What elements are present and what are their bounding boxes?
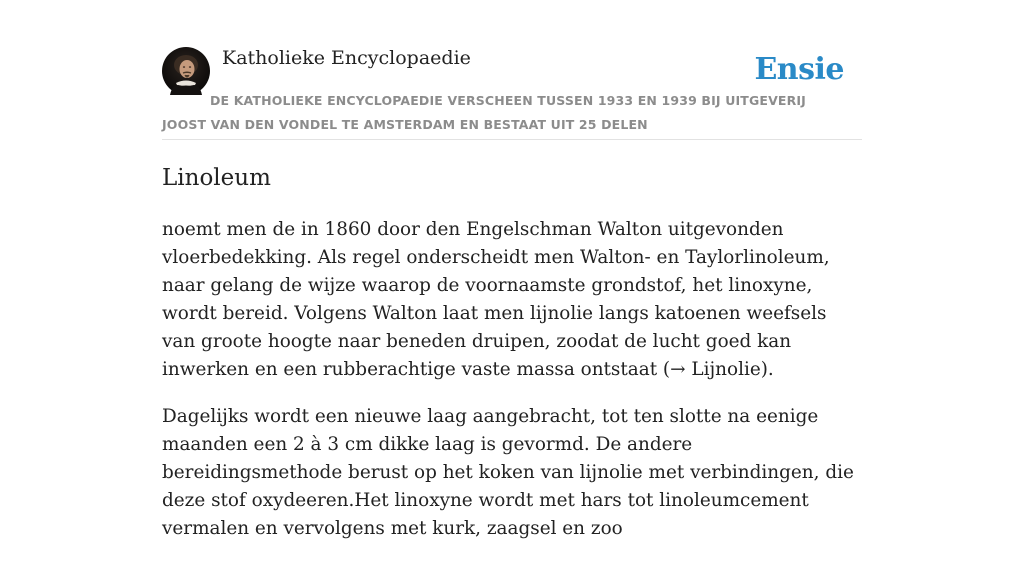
article-paragraph-2: Dagelijks wordt een nieuwe laag aangebracht, tot ten slotte na eenige maanden een 2 à 3 cm dikke laag is gevormd. De andere bereidingsmethode berust op het koken van lijnolie met verbindingen, die deze stof oxydeeren.Het linoxyne wordt met hars tot linoleumcement vermalen en vervolgens met kurk, zaagsel en zoo [162, 406, 854, 539]
article-title: Linoleum [162, 165, 271, 191]
paragraph-1-end: ). [760, 359, 774, 380]
site-header [162, 44, 862, 140]
article-body [162, 216, 862, 562]
article-paragraph-1 [162, 216, 862, 384]
site-description: DE KATHOLIEKE ENCYCLOPAEDIE VERSCHEEN TUSSEN 1933 EN 1939 BIJ UITGEVERIJ JOOST VAN DEN VONDEL TE AMSTERDAM EN BESTAAT UIT 25 DELEN [162, 93, 806, 132]
paragraph-1-text: noemt men de in 1860 door den Engelschman Walton uitgevonden vloerbedekking. Als regel onderscheidt men Walton- en Taylorlinoleum, naar gelang de wijze waarop de voornaamste grondstof, het linoxyne, wordt bereid. Volgens Walton laat men lijnolie langs katoenen weefsels van groote hoogte naar beneden druipen, zoodat de lucht goed kan inwerken en een rubberachtige vaste massa ontstaat ( [162, 219, 830, 380]
brand-logo-link[interactable]: Ensie [754, 52, 844, 87]
lijnolie-link[interactable]: → Lijnolie [670, 359, 761, 380]
portrait-avatar-icon[interactable] [162, 47, 210, 95]
site-name-link[interactable]: Katholieke Encyclopaedie [222, 47, 471, 69]
